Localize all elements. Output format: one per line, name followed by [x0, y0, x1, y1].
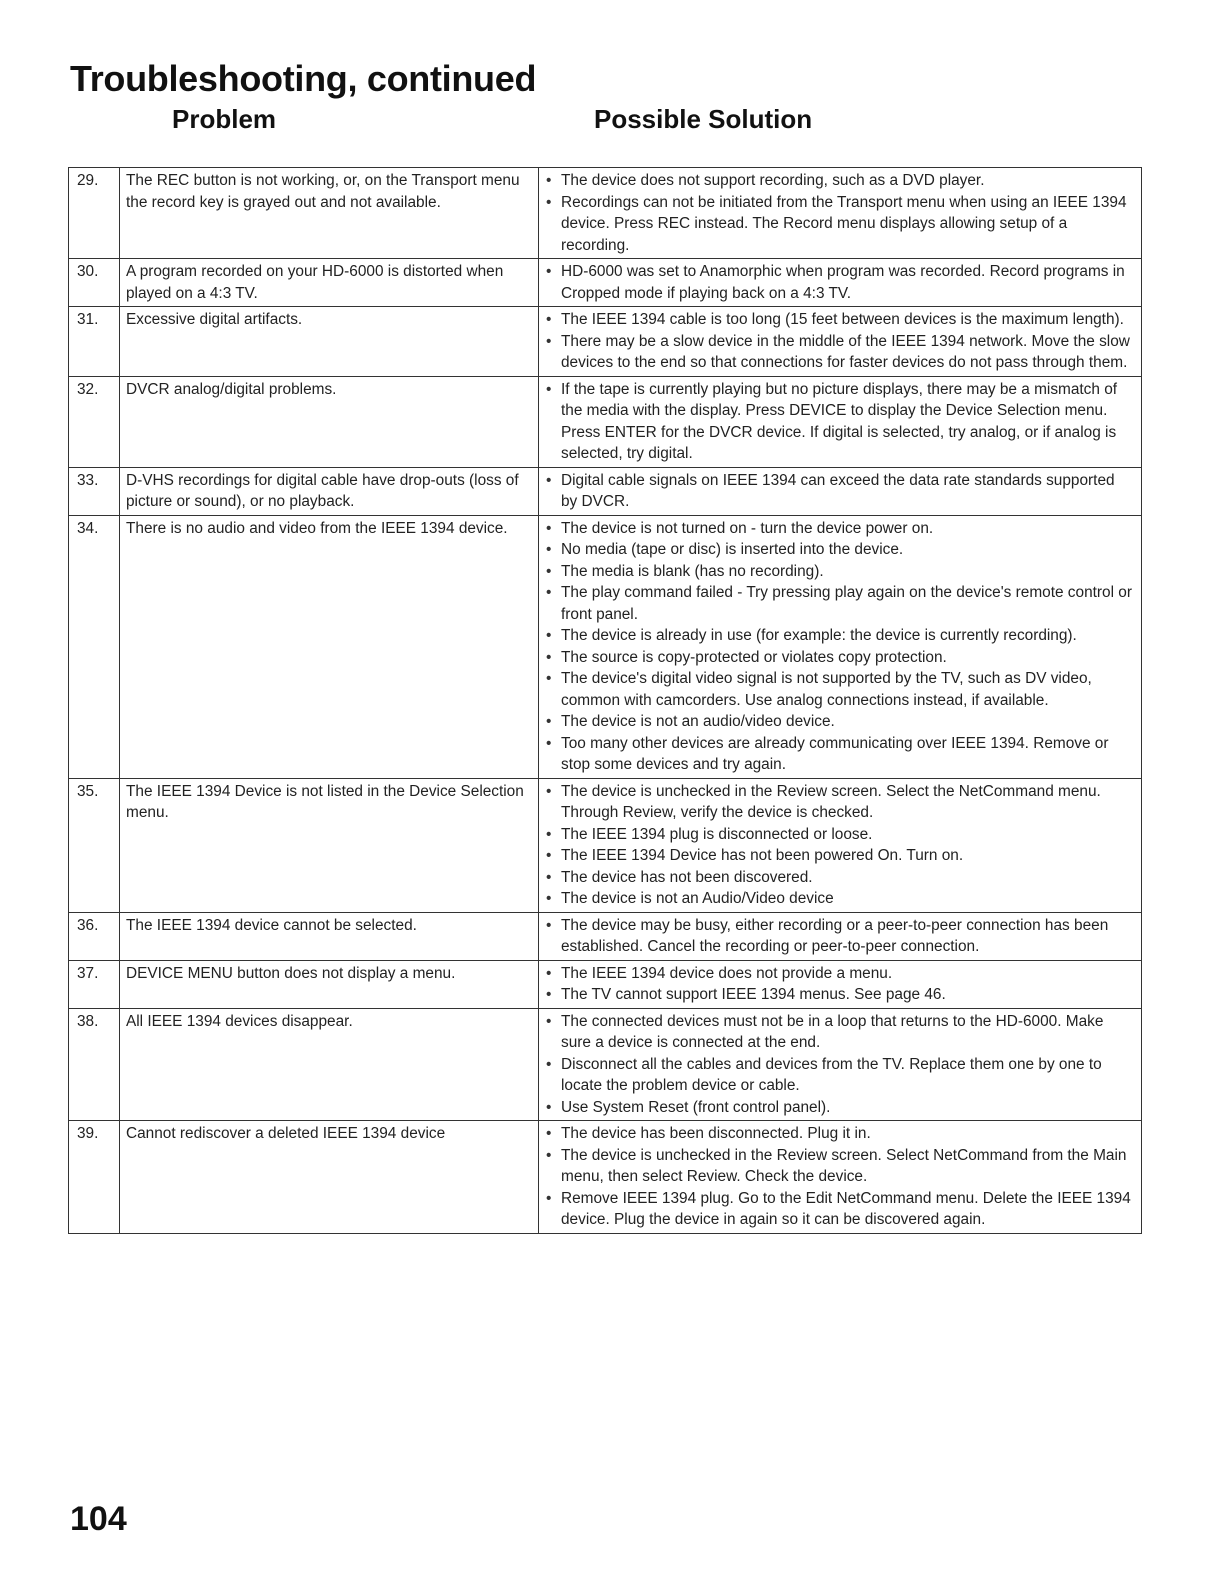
solution-item: • The play command failed - Try pressing play again on the device's remote control or front panel.	[545, 582, 1135, 625]
problem-cell	[120, 259, 539, 307]
solution-item: • The device's digital video signal is not supported by the TV, such as DV video, common with camcorders. Use analog connections instead, if available.	[545, 668, 1135, 711]
troubleshooting-table	[68, 167, 1142, 1234]
solution-item: • The device may be busy, either recording or a peer-to-peer connection has been established. Cancel the recording or peer-to-peer connection.	[545, 915, 1135, 958]
problem-cell	[120, 376, 539, 467]
problem-column-heading: Problem	[172, 104, 277, 134]
table-row	[69, 467, 1142, 515]
row-number: 31.	[69, 307, 120, 377]
solution-cell	[539, 1121, 1142, 1234]
table-row	[69, 778, 1142, 912]
solution-cell	[539, 778, 1142, 912]
solution-list	[545, 170, 1135, 256]
solution-cell	[539, 515, 1142, 778]
troubleshooting-table-body	[69, 168, 1142, 1234]
row-number: 35.	[69, 778, 120, 912]
solution-cell	[539, 307, 1142, 377]
problem-text: The IEEE 1394 device cannot be selected.	[126, 916, 417, 934]
problem-cell	[120, 1008, 539, 1121]
problem-text: DEVICE MENU button does not display a menu.	[126, 964, 456, 982]
solution-item: • The device is unchecked in the Review screen. Select the NetCommand menu. Through Review, verify the device is checked.	[545, 781, 1135, 824]
problem-cell	[120, 778, 539, 912]
solution-item: • No media (tape or disc) is inserted into the device.	[545, 539, 1135, 561]
table-row	[69, 960, 1142, 1008]
solution-cell	[539, 960, 1142, 1008]
problem-cell	[120, 307, 539, 377]
solution-list	[545, 309, 1135, 374]
solution-item: • The device has not been discovered.	[545, 867, 1135, 889]
problem-text: There is no audio and video from the IEEE 1394 device.	[126, 519, 508, 537]
solution-list	[545, 470, 1135, 513]
problem-text: The REC button is not working, or, on the Transport menu the record key is grayed out and not available.	[126, 172, 520, 211]
solution-item: • Recordings can not be initiated from the Transport menu when using an IEEE 1394 device. Press REC instead. The Record menu displays allowing setup of a recording.	[545, 192, 1135, 257]
solution-list	[545, 518, 1135, 776]
table-row	[69, 259, 1142, 307]
page-number: 104	[70, 1500, 127, 1538]
solution-item: • The IEEE 1394 Device has not been powered On. Turn on.	[545, 845, 1135, 867]
solution-list	[545, 1123, 1135, 1231]
solution-item: • The IEEE 1394 device does not provide a menu.	[545, 963, 1135, 985]
solution-cell	[539, 467, 1142, 515]
solution-item: • The device does not support recording, such as a DVD player.	[545, 170, 1135, 192]
row-number: 36.	[69, 912, 120, 960]
solution-cell	[539, 912, 1142, 960]
row-number: 34.	[69, 515, 120, 778]
solution-list	[545, 261, 1135, 304]
row-number: 32.	[69, 376, 120, 467]
solution-item: • If the tape is currently playing but no picture displays, there may be a mismatch of the media with the display. Press DEVICE to display the Device Selection menu. Press ENTER for the DVCR device. If digital is selected, try analog, or if analog is selected, try digital.	[545, 379, 1135, 465]
row-number: 39.	[69, 1121, 120, 1234]
problem-text: All IEEE 1394 devices disappear.	[126, 1012, 353, 1030]
row-number: 30.	[69, 259, 120, 307]
problem-text: D-VHS recordings for digital cable have drop-outs (loss of picture or sound), or no playback.	[126, 471, 519, 510]
solution-item: • Use System Reset (front control panel).	[545, 1097, 1135, 1119]
solution-item: • HD-6000 was set to Anamorphic when program was recorded. Record programs in Cropped mode if playing back on a 4:3 TV.	[545, 261, 1135, 304]
solution-item: • The TV cannot support IEEE 1394 menus. See page 46.	[545, 984, 1135, 1006]
problem-text: The IEEE 1394 Device is not listed in the Device Selection menu.	[126, 782, 524, 821]
problem-text: Excessive digital artifacts.	[126, 311, 303, 328]
solution-list	[545, 379, 1135, 465]
solution-item: • The connected devices must not be in a loop that returns to the HD-6000. Make sure a device is connected at the end.	[545, 1011, 1135, 1054]
solution-cell	[539, 168, 1142, 259]
problem-cell	[120, 168, 539, 259]
table-row	[69, 1121, 1142, 1234]
solution-item: • The IEEE 1394 plug is disconnected or loose.	[545, 824, 1135, 846]
table-row	[69, 515, 1142, 778]
solution-item: • The device is unchecked in the Review screen. Select NetCommand from the Main menu, then select Review. Check the device.	[545, 1145, 1135, 1188]
solution-item: • The device is not an Audio/Video device	[545, 888, 1135, 910]
problem-cell	[120, 912, 539, 960]
row-number: 33.	[69, 467, 120, 515]
solution-item: • The device is not an audio/video device.	[545, 711, 1135, 733]
solution-list	[545, 963, 1135, 1006]
problem-cell	[120, 515, 539, 778]
table-row	[69, 376, 1142, 467]
solution-item: • The device has been disconnected. Plug it in.	[545, 1123, 1135, 1145]
solution-cell	[539, 259, 1142, 307]
solution-item: • Disconnect all the cables and devices from the TV. Replace them one by one to locate the problem device or cable.	[545, 1054, 1135, 1097]
row-number: 38.	[69, 1008, 120, 1121]
problem-text: A program recorded on your HD-6000 is distorted when played on a 4:3 TV.	[126, 263, 504, 302]
problem-cell	[120, 960, 539, 1008]
solution-item: • The IEEE 1394 cable is too long (15 feet between devices is the maximum length).	[545, 309, 1135, 331]
table-row	[69, 307, 1142, 377]
problem-cell	[120, 467, 539, 515]
row-number: 37.	[69, 960, 120, 1008]
solution-item: • The device is not turned on - turn the device power on.	[545, 518, 1135, 540]
problem-text: DVCR analog/digital problems.	[126, 380, 337, 398]
solution-item: • Too many other devices are already communicating over IEEE 1394. Remove or stop some devices and try again.	[545, 733, 1135, 776]
problem-text: Cannot rediscover a deleted IEEE 1394 device	[126, 1125, 446, 1142]
solution-cell	[539, 1008, 1142, 1121]
solution-item: • Remove IEEE 1394 plug. Go to the Edit NetCommand menu. Delete the IEEE 1394 device. Plug the device in again so it can be discovered again.	[545, 1188, 1135, 1231]
solution-list	[545, 915, 1135, 958]
solution-column-heading: Possible Solution	[594, 104, 813, 134]
solution-list	[545, 1011, 1135, 1119]
table-row	[69, 168, 1142, 259]
solution-item: • The source is copy-protected or violates copy protection.	[545, 647, 1135, 669]
solution-item: • Digital cable signals on IEEE 1394 can exceed the data rate standards supported by DVCR.	[545, 470, 1135, 513]
solution-list	[545, 781, 1135, 910]
row-number: 29.	[69, 168, 120, 259]
problem-cell	[120, 1121, 539, 1234]
solution-cell	[539, 376, 1142, 467]
solution-item: • There may be a slow device in the middle of the IEEE 1394 network. Move the slow devices to the end so that connections for faster devices do not pass through them.	[545, 331, 1135, 374]
page-title: Troubleshooting, continued	[70, 58, 537, 99]
table-row	[69, 1008, 1142, 1121]
solution-item: • The media is blank (has no recording).	[545, 561, 1135, 583]
table-row	[69, 912, 1142, 960]
solution-item: • The device is already in use (for example: the device is currently recording).	[545, 625, 1135, 647]
